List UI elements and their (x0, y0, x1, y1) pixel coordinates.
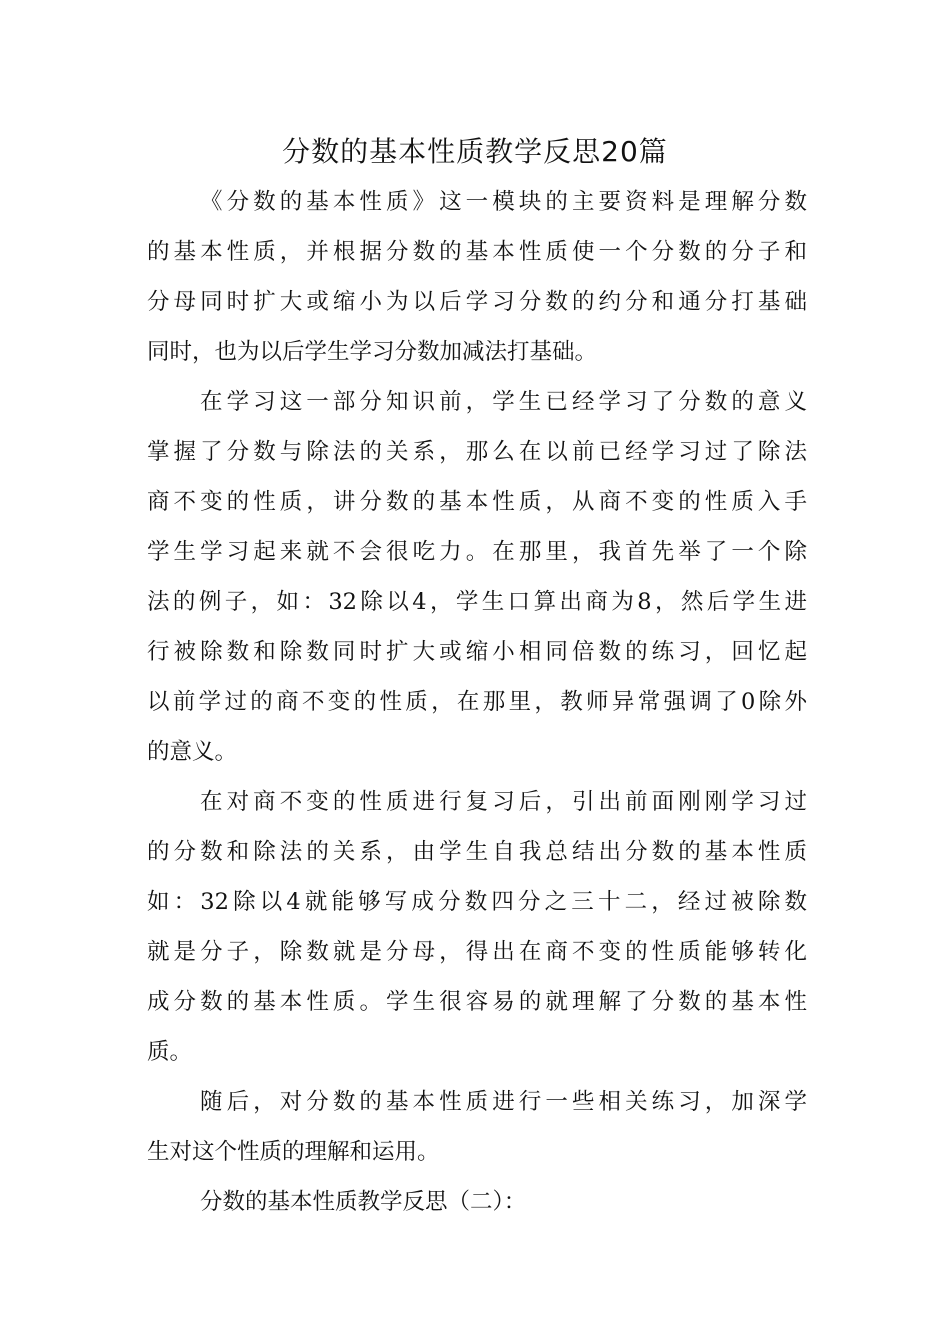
paragraph-3-line-6: 质。 (147, 1039, 193, 1065)
paragraph-2-line-7: 以前学过的商不变的性质，在那里，教师异常强调了0除外 (147, 689, 807, 715)
paragraph-2-line-1: 在学习这一部分知识前，学生已经学习了分数的意义 (200, 389, 807, 415)
section-heading: 分数的基本性质教学反思（二）： (200, 1189, 527, 1215)
paragraph-4-line-1: 随后，对分数的基本性质进行一些相关练习，加深学 (200, 1089, 807, 1115)
paragraph-2-line-4: 学生学习起来就不会很吃力。在那里，我首先举了一个除 (147, 539, 807, 565)
paragraph-1-line-3: 分母同时扩大或缩小为以后学习分数的约分和通分打基础 (147, 289, 807, 315)
paragraph-3-line-4: 就是分子，除数就是分母，得出在商不变的性质能够转化 (147, 939, 807, 965)
paragraph-4-line-2: 生对这个性质的理解和运用。 (147, 1139, 440, 1165)
paragraph-1-line-4: 同时，也为以后学生学习分数加减法打基础。 (147, 339, 598, 365)
paragraph-2-line-2: 掌握了分数与除法的关系，那么在以前已经学习过了除法 (147, 439, 807, 465)
paragraph-2-line-8: 的意义。 (147, 739, 238, 765)
paragraph-2-line-3: 商不变的性质，讲分数的基本性质，从商不变的性质入手 (147, 489, 807, 515)
document-title: 分数的基本性质教学反思20篇 (282, 135, 668, 168)
paragraph-2-line-5: 法的例子，如：32除以4，学生口算出商为8，然后学生进 (147, 589, 807, 615)
paragraph-3-line-1: 在对商不变的性质进行复习后，引出前面刚刚学习过 (200, 789, 807, 815)
paragraph-1-line-2: 的基本性质，并根据分数的基本性质使一个分数的分子和 (147, 239, 807, 265)
paragraph-1-line-1: 《分数的基本性质》这一模块的主要资料是理解分数 (200, 189, 807, 215)
paragraph-3-line-3: 如：32除以4就能够写成分数四分之三十二，经过被除数 (147, 889, 807, 915)
paragraph-3-line-2: 的分数和除法的关系，由学生自我总结出分数的基本性质 (147, 839, 807, 865)
paragraph-2-line-6: 行被除数和除数同时扩大或缩小相同倍数的练习，回忆起 (147, 639, 807, 665)
paragraph-3-line-5: 成分数的基本性质。学生很容易的就理解了分数的基本性 (147, 989, 807, 1015)
